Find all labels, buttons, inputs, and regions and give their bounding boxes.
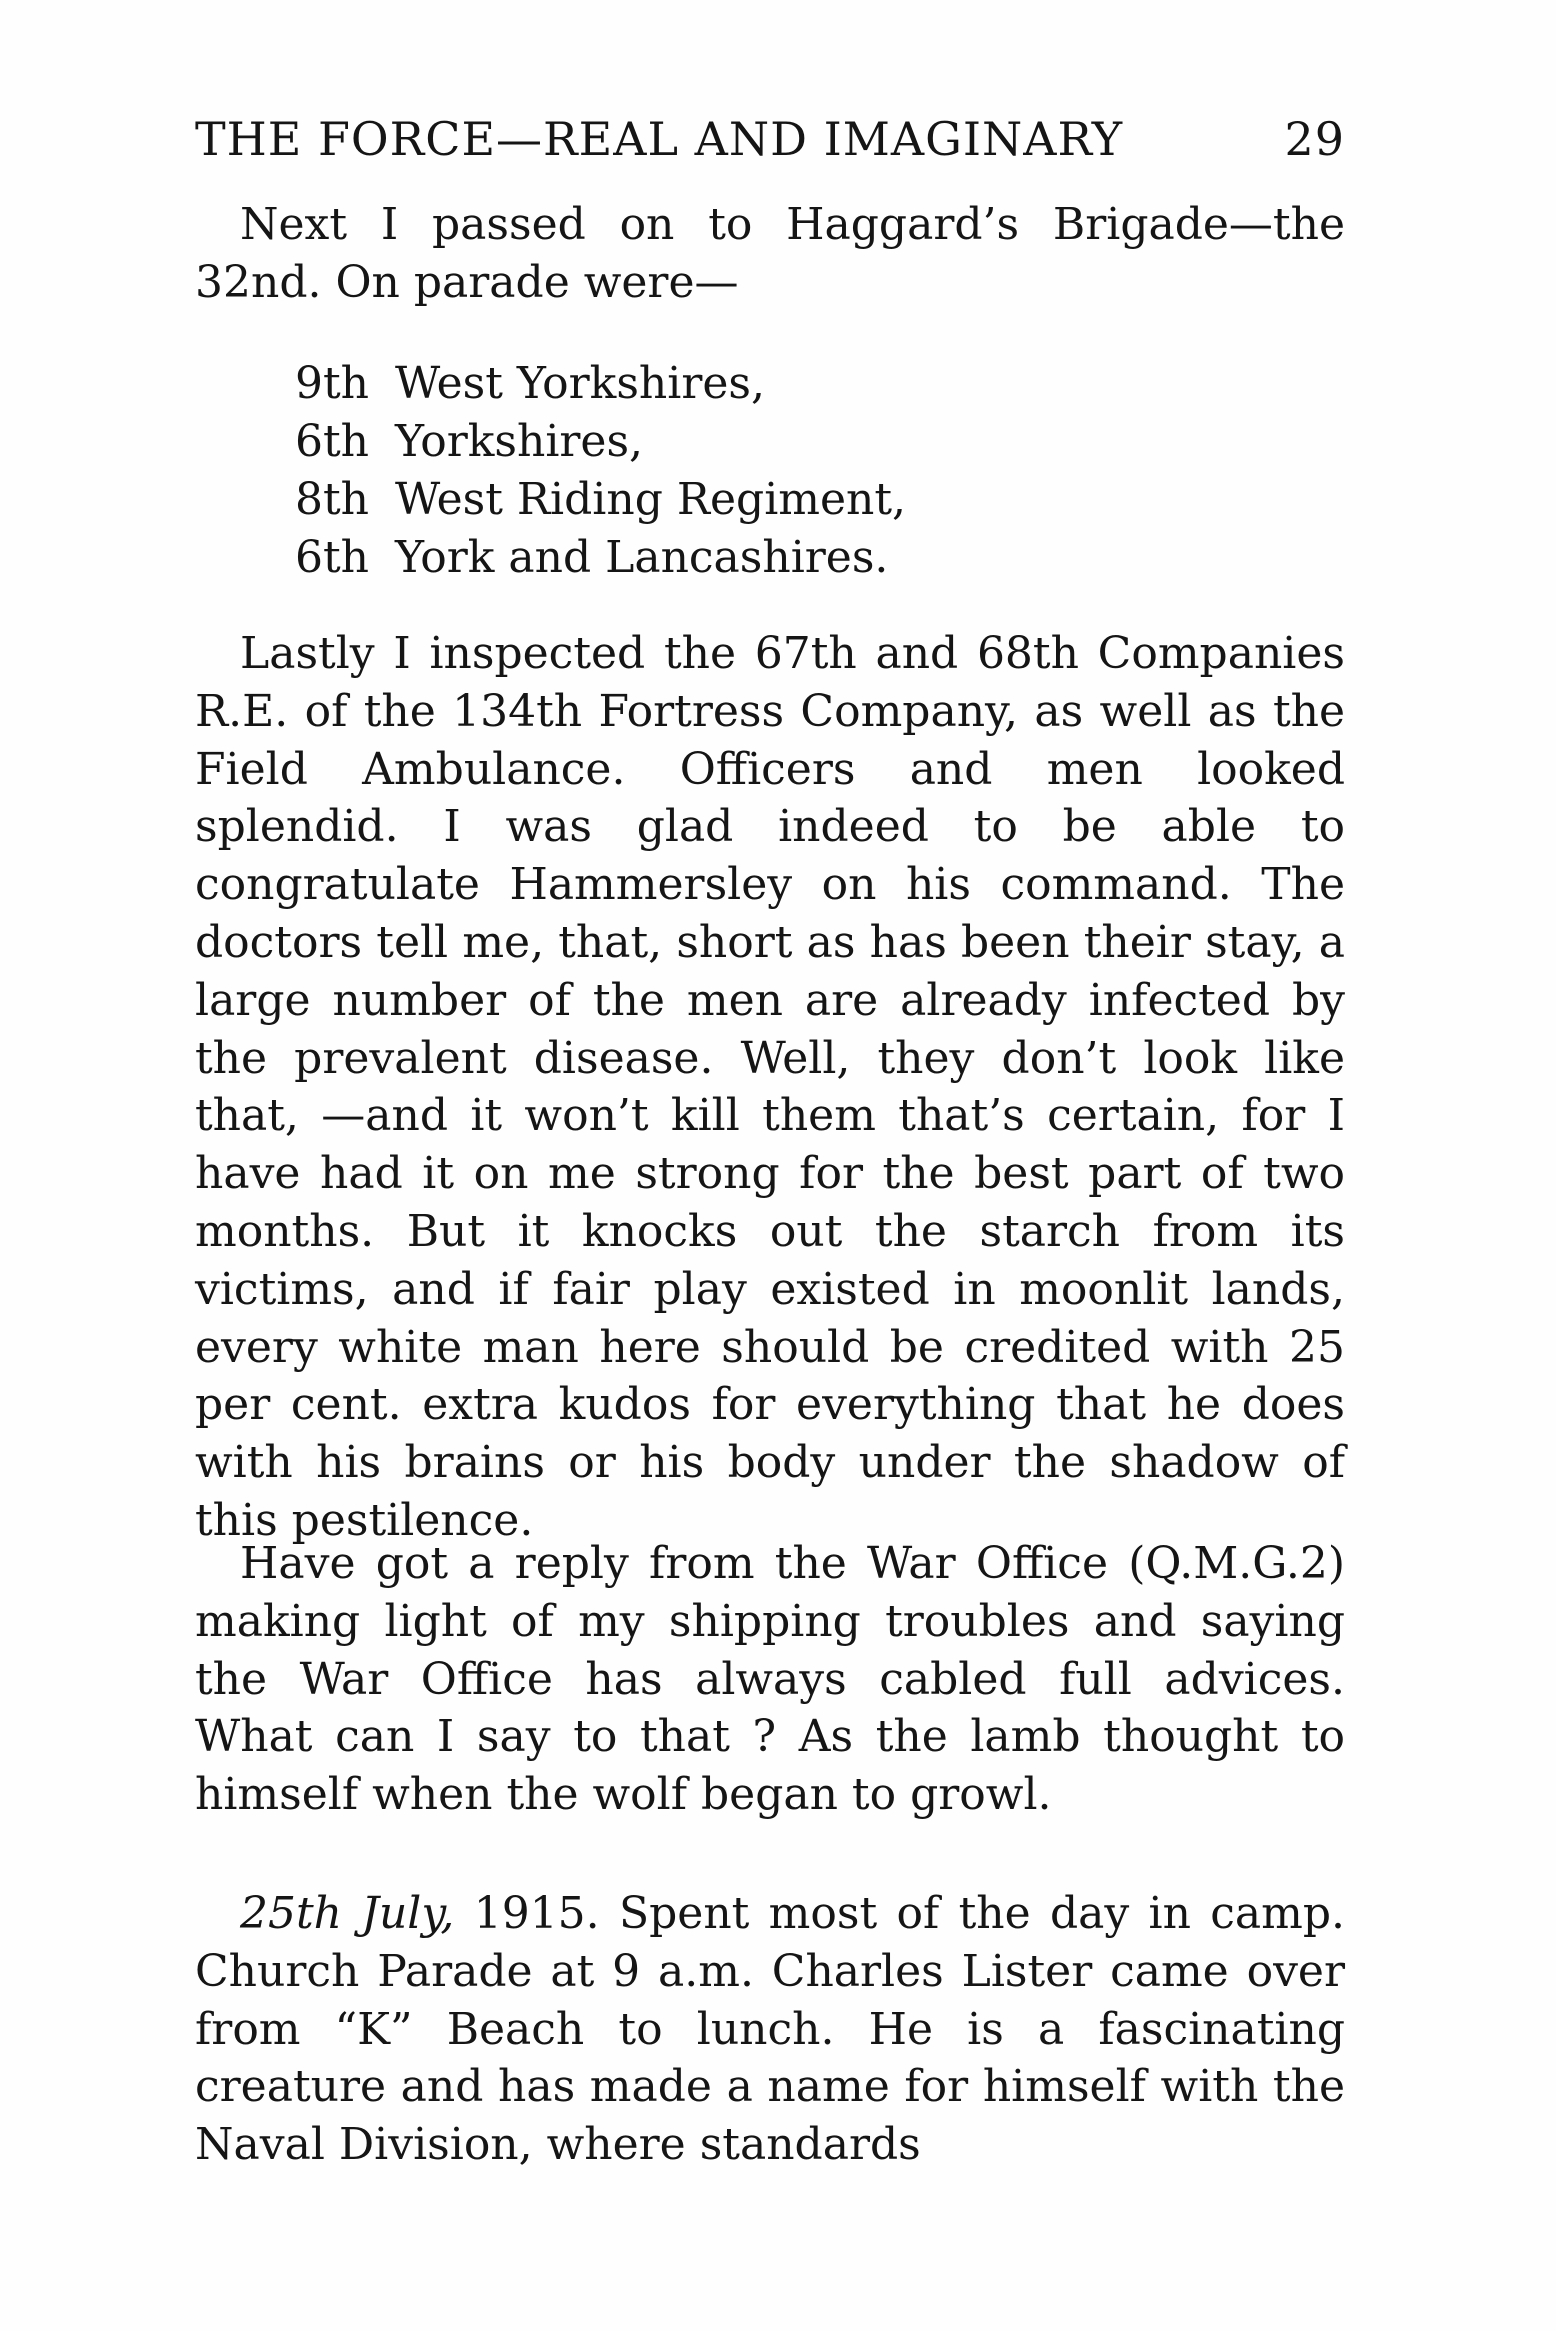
chapter-title: THE FORCE—REAL AND IMAGINARY <box>195 112 1124 166</box>
battalion-ordinal: 9th <box>295 358 370 409</box>
inspection-text: Lastly I inspected the 67th and 68th Companies R.E. of the 134th Fortress Company, as well as the Field Ambulance. Officers and men looked splendid. I was glad indeed to be able to congratulate Hammersley on his command. The doctors tell me, that, short as has been their stay, a large number of the men are already infected by the prevalent disease. Well, they don’t look like that, —and it won’t kill them that’s certain, for I have had it on me strong for the best part of two months. But it knocks out the starch from its victims, and if fair play existed in moonlit lands, every white man here should be credited with 25 per cent. extra kudos for everything that he does with his brains or his body under the shadow of this pestilence. <box>195 628 1345 1546</box>
war-office-paragraph <box>195 1535 1345 1824</box>
list-item <box>295 471 1195 529</box>
running-header <box>195 112 1345 176</box>
entry-date: 25th July, <box>240 1888 455 1939</box>
battalion-name: York and Lancashires. <box>395 532 889 583</box>
battalion-ordinal: 8th <box>295 474 370 525</box>
battalion-ordinal: 6th <box>295 532 370 583</box>
list-item <box>295 413 1195 471</box>
list-item <box>295 529 1195 587</box>
diary-entry <box>195 1885 1345 2174</box>
intro-text: Next I passed on to Haggard’s Brigade—the 32nd. On parade were— <box>195 199 1345 308</box>
diary-entry-paragraph <box>195 1885 1345 2174</box>
battalion-list <box>295 355 1195 587</box>
intro-paragraph <box>195 196 1345 312</box>
list-item <box>295 355 1195 413</box>
battalion-name: Yorkshires, <box>395 416 644 467</box>
entry-year: 1915. <box>473 1888 600 1939</box>
battalion-name: West Yorkshires, <box>395 358 765 409</box>
battalion-name: West Riding Regiment, <box>395 474 907 525</box>
battalion-ordinal: 6th <box>295 416 370 467</box>
entry-text: Spent most of the day in camp. Church Parade at 9 a.m. Charles Lister came over from “K” Beach to lunch. He is a fascinating creature and has made a name for himself with the Naval Division, where standards <box>195 1888 1345 2171</box>
inspection-paragraph <box>195 625 1345 1550</box>
page-number: 29 <box>1284 112 1345 166</box>
war-office-text: Have got a reply from the War Office (Q.M.G.2) making light of my shipping troubles and saying the War Office has always cabled full advices. What can I say to that ? As the lamb thought to himself when the wolf began to growl. <box>195 1538 1345 1821</box>
